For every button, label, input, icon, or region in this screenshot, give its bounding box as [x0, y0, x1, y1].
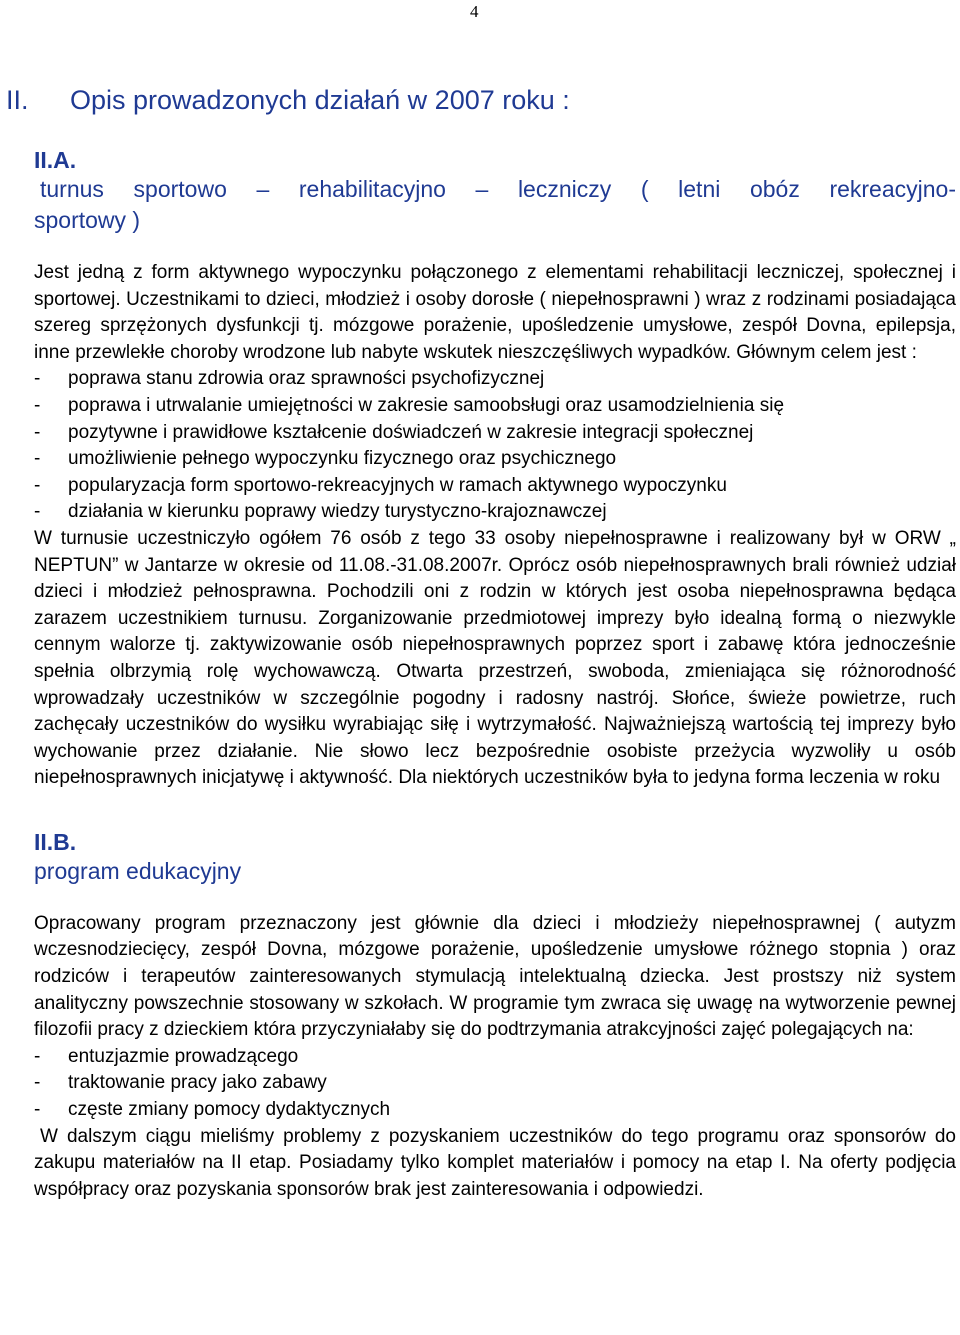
list-item: - poprawa stanu zdrowia oraz sprawności psychofizycznej — [34, 366, 956, 393]
section-a-title-line1: turnus sportowo – rehabilitacyjno – leczniczy ( letni obóz rekreacyjno- — [40, 176, 956, 202]
document-body — [6, 84, 956, 1203]
list-item: - częste zmiany pomocy dydaktycznych — [34, 1097, 956, 1124]
list-item: - pozytywne i prawidłowe kształcenie doświadczeń w zakresie integracji społecznej — [34, 420, 956, 447]
list-item: - entuzjazmie prowadzącego — [34, 1044, 956, 1071]
section-a — [34, 146, 956, 792]
list-item: - działania w kierunku poprawy wiedzy turystyczno-krajoznawczej — [34, 499, 956, 526]
section-b-paragraph-closing: W dalszym ciągu mieliśmy problemy z pozyskaniem uczestników do tego programu oraz sponsorów do zakupu materiałów na II etap. Posiadamy tylko komplet materiałów i pomocy na etap I. Na oferty podjęcia współpracy oraz pozyskania sponsorów brak jest zainteresowania i odpowiedzi. — [34, 1125, 956, 1200]
list-item: - umożliwienie pełnego wypoczynku fizycznego oraz psychicznego — [34, 446, 956, 473]
page-number: 4 — [470, 2, 479, 21]
section-b-title: program edukacyjny — [34, 857, 242, 884]
main-heading-title: Opis prowadzonych działań w 2007 roku : — [70, 85, 570, 115]
section-b — [34, 828, 956, 1204]
list-item: - popularyzacja form sportowo-rekreacyjnych w ramach aktywnego wypoczynku — [34, 473, 956, 500]
list-item: - poprawa i utrwalanie umiejętności w zakresie samoobsługi oraz usamodzielnienia się — [34, 393, 956, 420]
main-heading-number: II. — [6, 85, 29, 115]
section-b-id: II.B. — [34, 828, 77, 855]
section-a-paragraph-summary: W turnusie uczestniczyło ogółem 76 osób z tego 33 osoby niepełnosprawne i realizowany był w ORW „ NEPTUN” w Jantarze w okresie od 11.08.-31.08.2007r. Oprócz osób niepełnosprawnych brali również udział dzieci i młodzież pełnosprawna. Pochodzili oni z rodzin w których jest osoba niepełnosprawna będąca zarazem uczestnikiem turnusu. Zorganizowanie przedmiotowej imprezy było idealną formą o niezwykle cennym walorze tj. zaktywizowanie osób niepełnosprawnych poprzez sport i zabawę która jednocześnie spełnia olbrzymią rolę wychowawczą. Otwarta przestrzeń, swoboda, zmieniająca się różnorodność wprowadzały uczestników w szczególnie pogodny i radosny nastrój. Słońce, świeże powietrze, ruch zachęcały uczestników do wysiłku wyrabiając siłę i wytrzymałość. Najważniejszą wartością tej imprezy było wychowanie przez działanie. Nie słowo lecz bezpośrednie osobiste przeżycia wyzwoliły u osób niepełnosprawnych inicjatywę i aktywność. Dla niektórych uczestników była to jedyna forma leczenia w roku — [34, 527, 956, 789]
main-heading — [6, 84, 956, 116]
section-a-title-line2: sportowy ) — [34, 207, 141, 233]
section-b-paragraph-intro: Opracowany program przeznaczony jest głównie dla dzieci i młodzieży niepełnosprawnej ( autyzm wczesnodziecięcy, zespół Dovna, mózgowe porażenie, upośledzenie umysłowe różnego stopnia ) oraz rodziców i terapeutów zainteresowanych stymulacją intelektualną dziecka. Jest prostszy niż system analityczny powszechnie stosowany w szkołach. W programie tym zwraca się uwagę na wytworzenie pewnej filozofii pracy z dzieckiem która przyczyniałaby się do podtrzymania atrakcyjności zajęć polegających na: — [34, 912, 956, 1041]
section-b-items-list — [34, 1044, 956, 1124]
list-item: - traktowanie pracy jako zabawy — [34, 1070, 956, 1097]
section-a-paragraph-intro: Jest jedną z form aktywnego wypoczynku połączonego z elementami rehabilitacji leczniczej, społecznej i sportowej. Uczestnikami to dzieci, młodzież i osoby dorosłe ( niepełnosprawni ) wraz z rodzinami posiadająca szereg sprzężonych dysfunkcji tj. mózgowe porażenie, upośledzenie umysłowe, zespół Dovna, epilepsja, inne przewlekłe choroby wrodzone lub nabyte wskutek nieszczęśliwych wypadków. Głównym celem jest : — [34, 262, 956, 363]
section-a-id: II.A. — [34, 147, 77, 173]
section-a-goals-list — [34, 366, 956, 526]
